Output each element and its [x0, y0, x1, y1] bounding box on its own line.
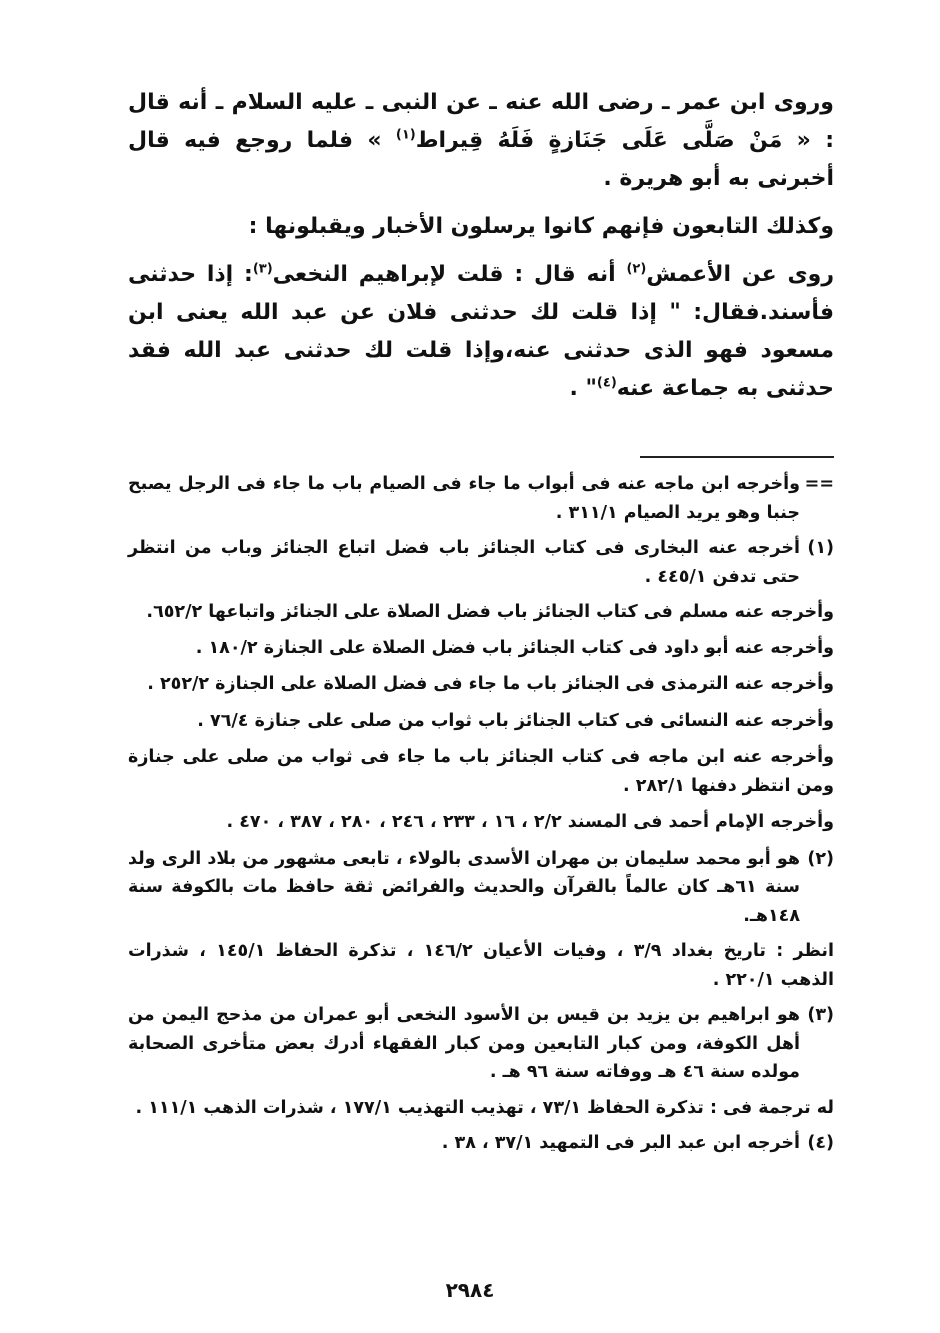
main-paragraph-2: وكذلك التابعون فإنهم كانوا يرسلون الأخبار ويقبلونها :	[248, 214, 834, 239]
main-paragraph-1: وروى ابن عمر ـ رضى الله عنه ـ عن النبى ـ عليه السلام ـ أنه قال : « مَنْ صَلَّى عَلَى جَنَازةٍ فَلَهُ قِيراط$^{(١)}$ » فلما روجع فيه قال أخبرنى به أبو هريرة .	[128, 90, 834, 191]
page-number: ٢٩٨٤	[445, 1278, 495, 1302]
footnote-3-line: له ترجمة فى : تذكرة الحفاظ ٧٣/١ ، تهذيب التهذيب ١٧٧/١ ، شذرات الذهب ١١١/١ .	[135, 1097, 834, 1118]
footnote-mark: (٣)	[807, 1005, 834, 1025]
footnote-continued	[128, 470, 834, 527]
footnote-ref-3: (٣)	[252, 261, 273, 277]
footnote-ref-1: (١)	[395, 127, 416, 143]
footnote-text: أخرجه ابن عبد البر فى التمهيد ٣٧/١ ، ٣٨ .	[441, 1133, 800, 1153]
footnote-1-line: وأخرجه عنه النسائى فى كتاب الجنائز باب ثواب من صلى على جنازة ٧٦/٤ .	[197, 710, 834, 731]
footnote-1-line: وأخرجه عنه أبو داود فى كتاب الجنائز باب فضل الصلاة على الجنازة ١٨٠/٢ .	[195, 637, 834, 658]
main-text	[128, 84, 834, 418]
footnote-text: وأخرجه ابن ماجه عنه فى أبواب ما جاء فى الصيام باب ما جاء فى الرجل يصبح جنبا وهو يريد الصيام ٣١١/١ .	[128, 474, 800, 523]
footnote-separator	[640, 456, 834, 458]
footnote-1-line: وأخرجه عنه الترمذى فى الجنائز باب ما جاء فى فضل الصلاة على الجنازة ٢٥٢/٢ .	[147, 674, 834, 694]
main-paragraph-3: روى عن الأعمش$^{(٢)}$ أنه قال : قلت لإبراهيم النخعى$^{(٣)}$: إذا حدثنى فأسند.فقال: " إذا قلت لك حدثنى فلان عن عبد الله يعنى ابن مسعود فهو الذى حدثنى عنه،وإذا قلت لك حدثنى عبد الله فقد حدثنى به جماعة عنه$^{(٤)}$" .	[128, 261, 834, 401]
footnote-2-line: انظر : تاريخ بغداد ٣/٩ ، وفيات الأعيان ١٤٦/٢ ، تذكرة الحفاظ ١٤٥/١ ، شذرات الذهب ٢٢٠/١ .	[128, 941, 835, 990]
footnote-4	[128, 1129, 834, 1158]
footnote-text: هو أبو محمد سليمان بن مهران الأسدى بالولاء ، تابعى مشهور من بلاد الرى ولد سنة ٦١هـ كان عالماً بالقرآن والحديث والفرائض ثقة حافظ مات بالكوفة سنة ١٤٨هـ.	[128, 848, 800, 926]
footnote-1-line: وأخرجه الإمام أحمد فى المسند ٢/٢ ، ١٦ ، ٢٣٣ ، ٢٤٦ ، ٢٨٠ ، ٣٨٧ ، ٤٧٠ .	[226, 812, 834, 832]
footnote-1-line: وأخرجه عنه مسلم فى كتاب الجنائز باب فضل الصلاة على الجنائز واتباعها ٦٥٢/٢.	[146, 602, 834, 622]
footnote-mark: ==	[804, 474, 834, 494]
footnote-mark: (٢)	[807, 848, 834, 869]
footnote-ref-4: (٤)	[596, 375, 617, 391]
footnote-mark: (١)	[807, 538, 834, 558]
footnote-3	[128, 1001, 834, 1087]
footnote-ref-2: (٢)	[626, 261, 647, 277]
footnote-text: أخرجه عنه البخارى فى كتاب الجنائز باب فضل اتباع الجنائز وباب من انتظر حتى تدفن ٤٤٥/١ .	[128, 538, 800, 587]
footnotes	[128, 470, 834, 1165]
footnote-1-line: وأخرجه عنه ابن ماجه فى كتاب الجنائز باب ما جاء فى ثواب من صلى على جنازة ومن انتظر دفنها ٢٨٢/١ .	[128, 747, 834, 796]
footnote-mark: (٤)	[807, 1133, 834, 1153]
footnote-text: هو ابراهيم بن يزيد بن قيس بن الأسود النخعى أبو عمران من مذحج اليمن من أهل الكوفة، ومن كبار التابعين ومن كبار الفقهاء أدرك بعض متأخرى الصحابة مولده سنة ٤٦ هـ ووفاته سنة ٩٦ هـ .	[128, 1005, 800, 1082]
footnote-2	[128, 845, 834, 931]
footnote-1	[128, 534, 834, 591]
